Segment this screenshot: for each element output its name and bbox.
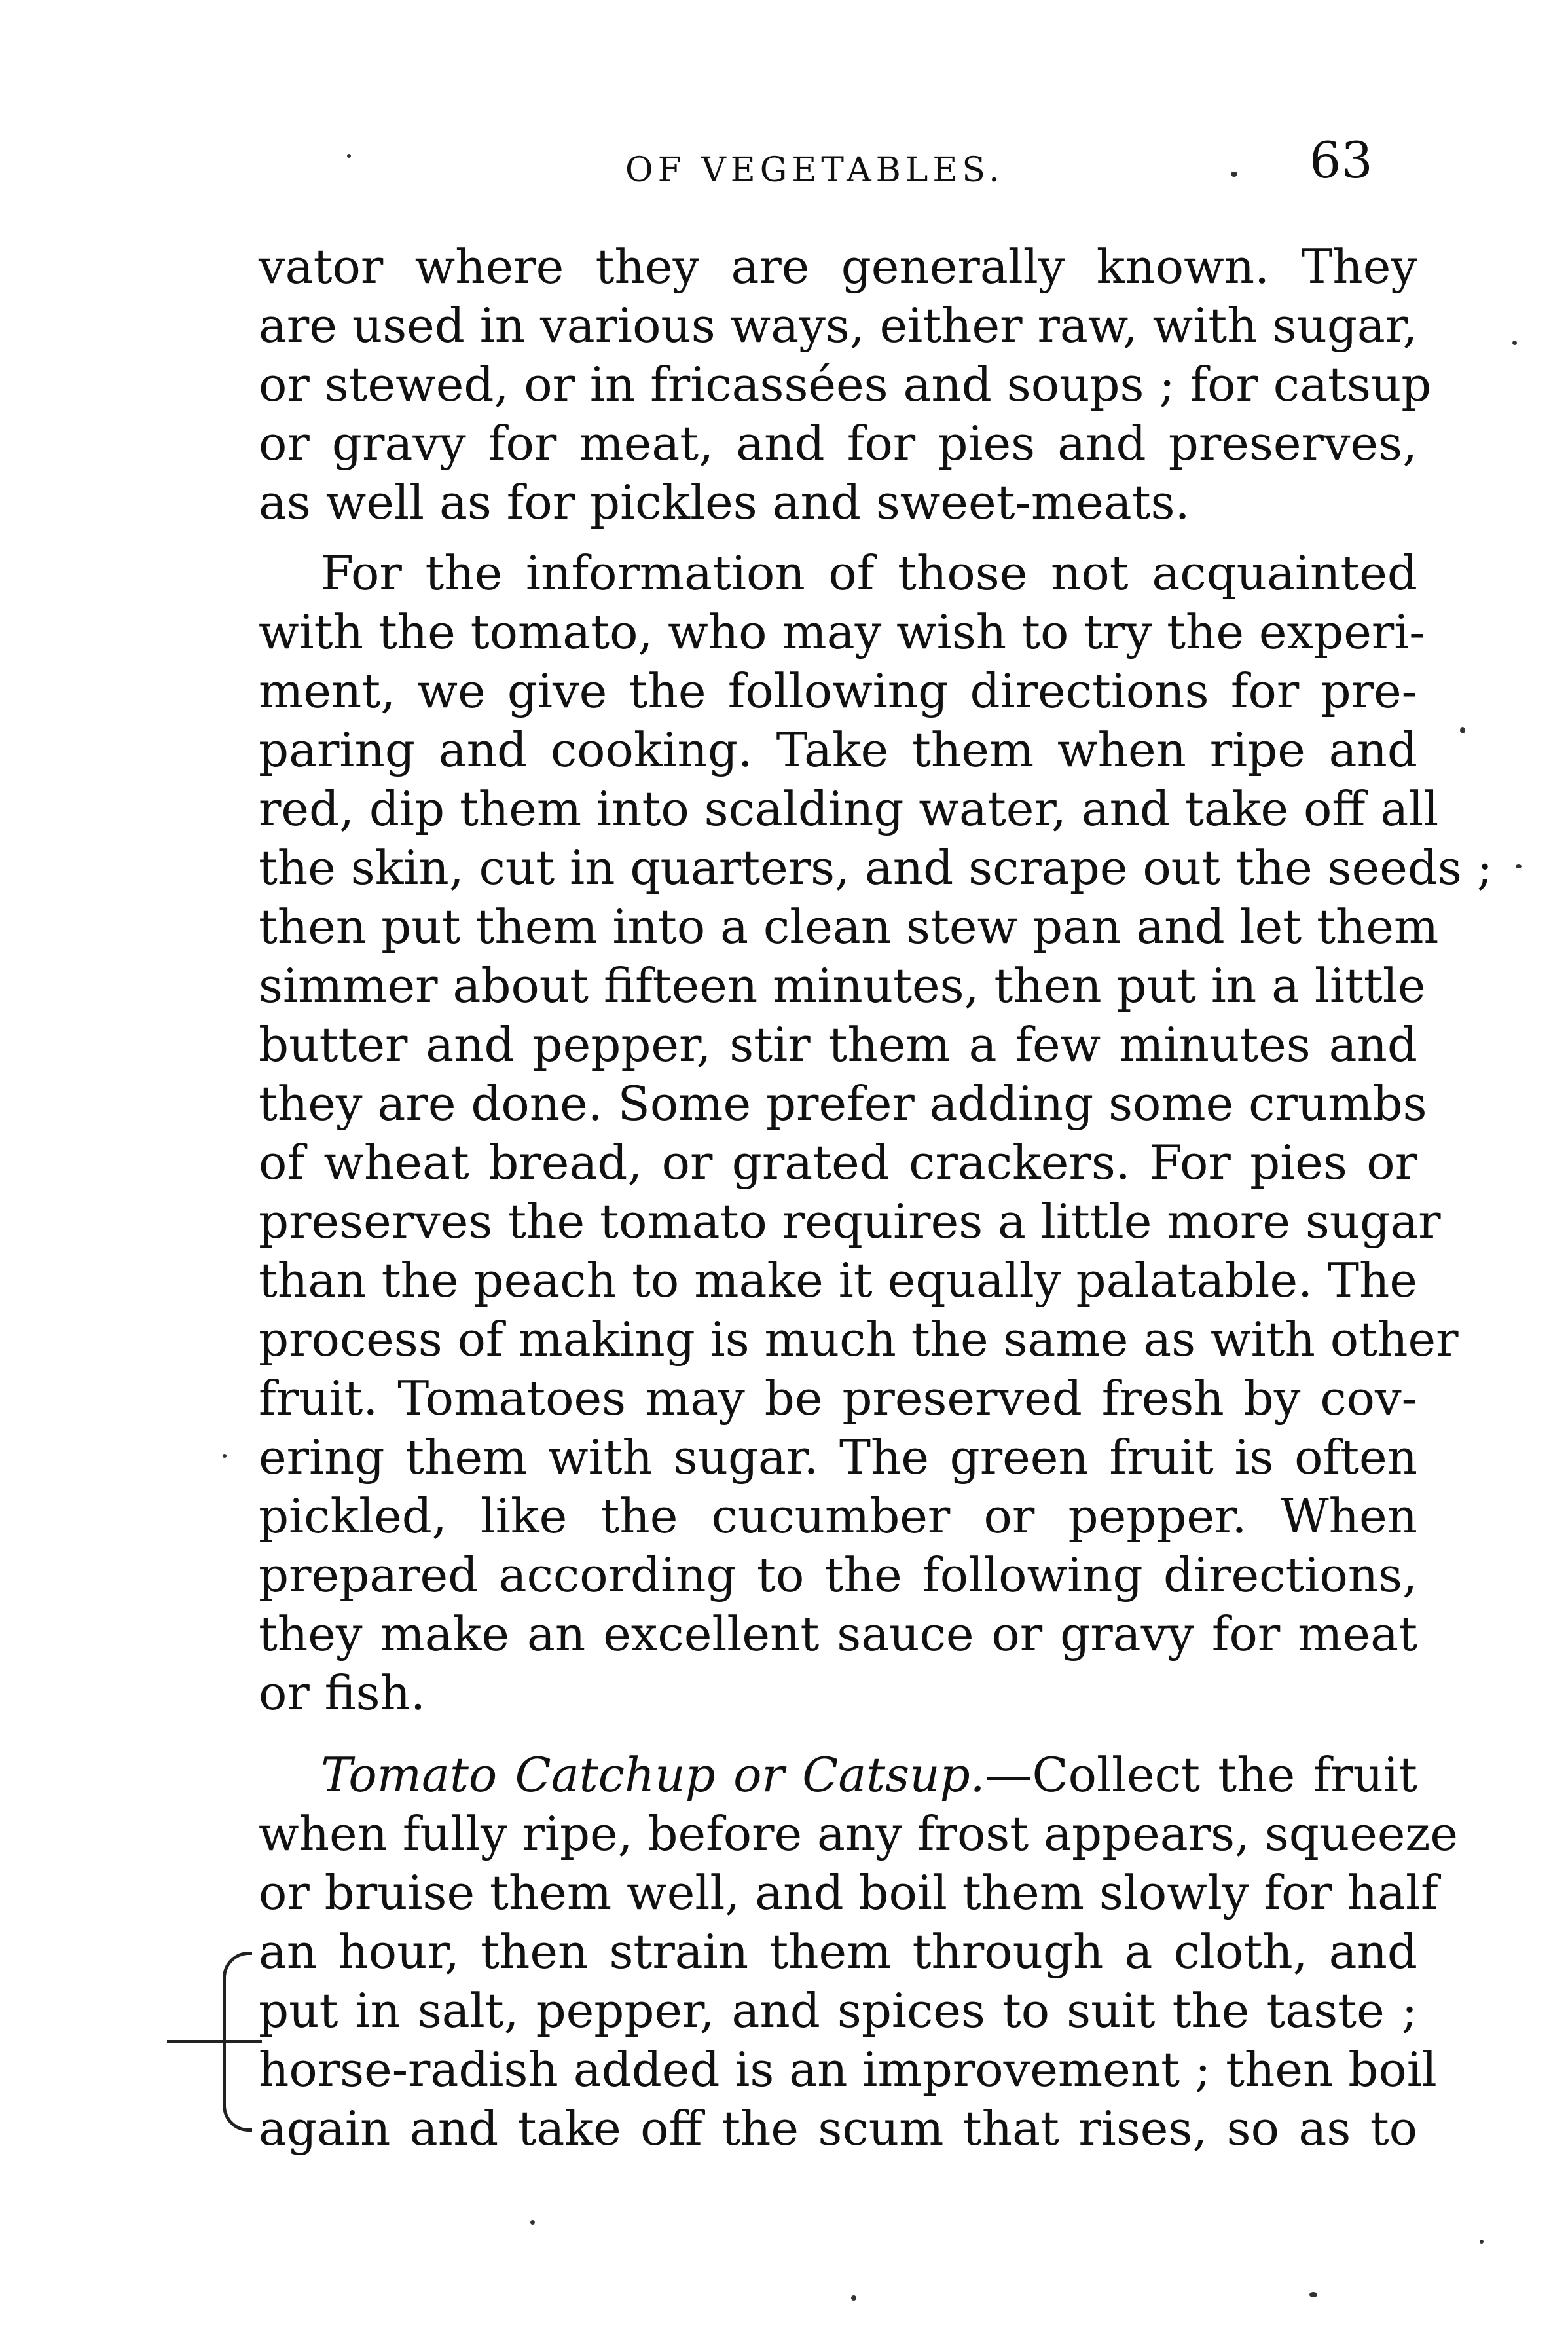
text-line: process of making is much the same as with other (259, 1312, 1459, 1367)
text-line: ering them with sugar. The green fruit is often (259, 1430, 1417, 1485)
recipe-title: Tomato Catchup or Catsup. (321, 1747, 985, 1802)
text-line: of wheat bread, or grated crackers. For pies or (259, 1135, 1417, 1190)
ink-speck (223, 1454, 227, 1458)
text-line: or gravy for meat, and for pies and preserves, (259, 416, 1417, 471)
text-line: preserves the tomato requires a little more sugar (259, 1194, 1441, 1249)
text-line: ment, we give the following directions for pre- (259, 663, 1417, 718)
paragraph-tomato-catsup-recipe (259, 1745, 1459, 2158)
ink-speck (851, 2295, 856, 2301)
text-line: pickled, like the cucumber or pepper. When (259, 1489, 1417, 1544)
ink-speck (1460, 727, 1465, 733)
text-line: the skin, cut in quarters, and scrape out the seeds ; (259, 840, 1493, 895)
text-line: red, dip them into scalding water, and take off all (259, 781, 1439, 836)
text-line: than the peach to make it equally palatable. The (259, 1253, 1417, 1308)
text-line: they make an excellent sauce or gravy for meat (259, 1606, 1417, 1661)
paragraph-tomato-directions (259, 544, 1493, 1722)
ink-speck (1480, 2240, 1484, 2244)
text-line: are used in various ways, either raw, with sugar, (259, 298, 1418, 353)
text-line: paring and cooking. Take them when ripe and (259, 722, 1417, 777)
ink-speck (530, 2220, 535, 2225)
running-title: OF VEGETABLES. (625, 151, 1004, 190)
text-line: fruit. Tomatoes may be preserved fresh by cov- (259, 1371, 1417, 1426)
recipe-first-line (259, 1745, 1417, 1804)
text-line: they are done. Some prefer adding some crumbs (259, 1076, 1427, 1131)
text-line: put in salt, pepper, and spices to suit the taste ; (259, 1983, 1417, 2038)
text-line: an hour, then strain them through a cloth, and (259, 1924, 1417, 1979)
text-line: with the tomato, who may wish to try the experi- (259, 604, 1425, 659)
text-line: butter and pepper, stir them a few minutes and (259, 1017, 1417, 1072)
text-line: horse-radish added is an improvement ; then boil (259, 2042, 1437, 2097)
ink-speck (1512, 341, 1517, 345)
page-number: 63 (1309, 131, 1373, 189)
ink-speck (1516, 864, 1522, 868)
margin-pen-stroke (167, 2040, 262, 2043)
text-line: For the information of those not acquainted (321, 546, 1417, 601)
ink-speck (347, 154, 351, 158)
paragraph-continuation (259, 237, 1432, 532)
text-line: vator where they are generally known. They (259, 239, 1417, 294)
text-line: or stewed, or in fricassées and soups ; for catsup (259, 357, 1432, 412)
recipe-first-line-text: —Collect the fruit (985, 1747, 1417, 1802)
text-line: then put them into a clean stew pan and let them (259, 899, 1439, 954)
text-line: or bruise them well, and boil them slowly for half (259, 1865, 1438, 1920)
text-line: prepared according to the following directions, (259, 1548, 1417, 1603)
text-line: simmer about fifteen minutes, then put in a little (259, 958, 1426, 1013)
text-line: or fish. (259, 1665, 426, 1720)
text-line: again and take off the scum that rises, so as to (259, 2101, 1417, 2156)
text-line: when fully ripe, before any frost appears, squeeze (259, 1806, 1459, 1861)
text-line: as well as for pickles and sweet-meats. (259, 475, 1190, 530)
ink-speck (1309, 2292, 1317, 2297)
ink-speck (1231, 172, 1237, 177)
